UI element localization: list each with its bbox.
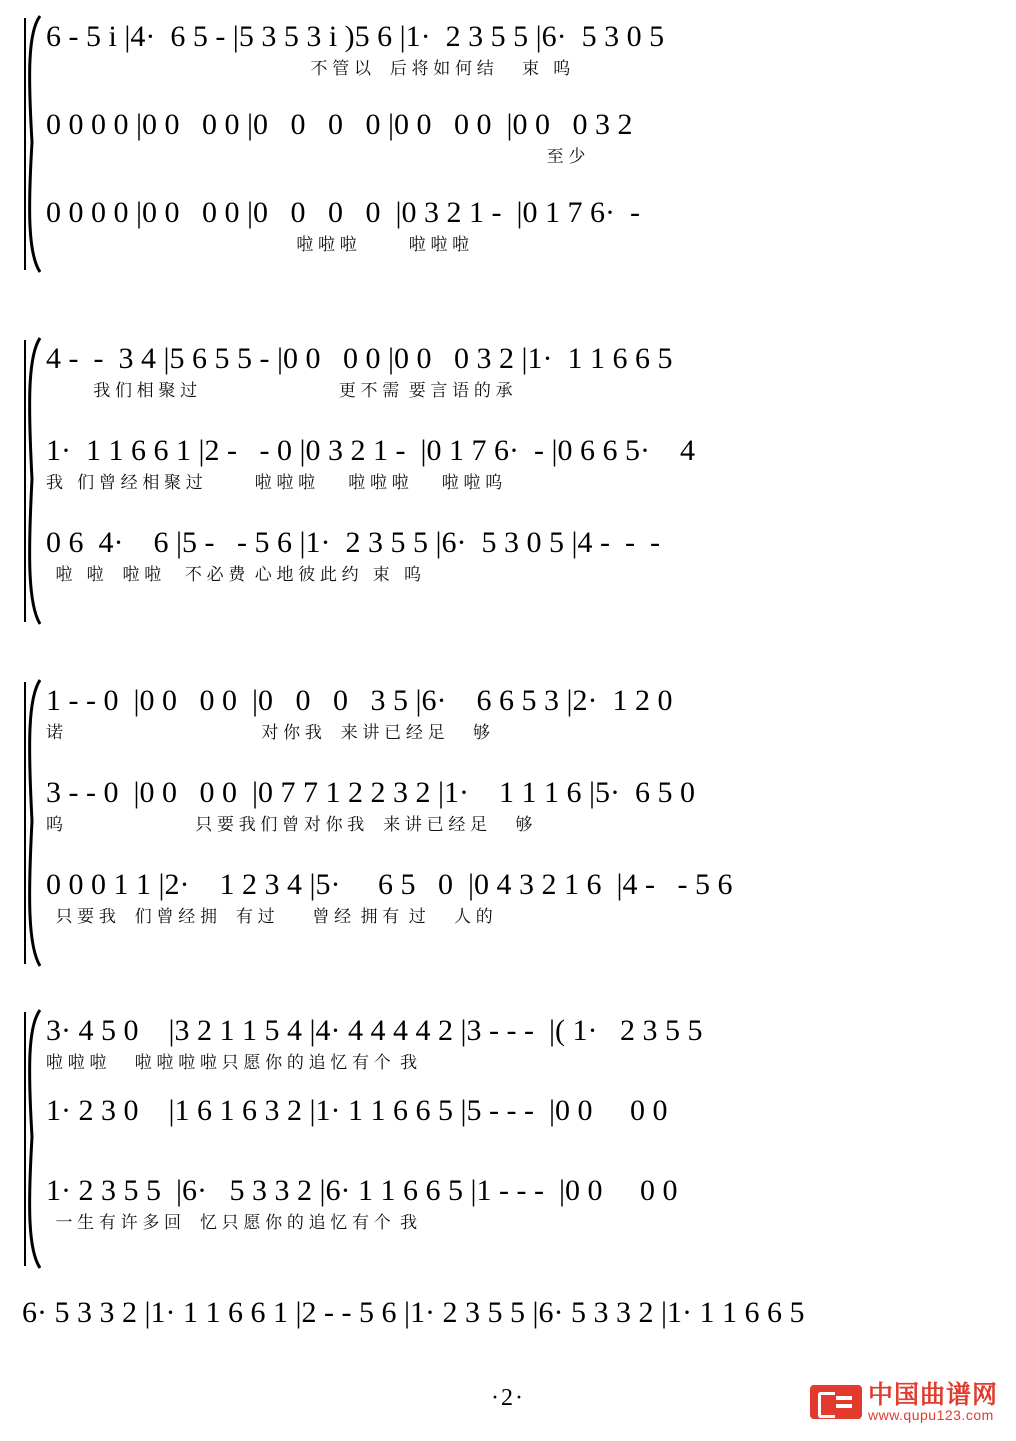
- staff-row: [46, 428, 994, 502]
- notation-line: 6· 5 3 3 2 |1· 1 1 6 6 1 |2 - - 5 6 |1· 2 3 5 5 |6· 5 3 3 2 |1· 1 1 6 6 5: [22, 1296, 805, 1329]
- lyrics-line: 啦 啦 啦 啦 啦 啦 啦 只 愿 你 的 追 忆 有 个 我: [46, 1053, 418, 1072]
- staff-row: [46, 862, 994, 936]
- site-name: 中国曲谱网: [867, 1381, 998, 1409]
- staff-row: [46, 678, 994, 752]
- staff-row: [46, 14, 994, 88]
- staff-row: [46, 1168, 994, 1242]
- notation-line: 1 - - 0 |0 0 0 0 |0 0 0 3 5 |6· 6 6 5 3 |2· 1 2 0: [46, 684, 673, 717]
- system-4: [22, 1008, 994, 1242]
- staff-row: [46, 520, 994, 594]
- staff-row: [46, 190, 994, 264]
- site-watermark: [810, 1382, 998, 1423]
- notation-line: 1· 2 3 5 5 |6· 5 3 3 2 |6· 1 1 6 6 5 |1 - - - |0 0 0 0: [46, 1174, 678, 1207]
- staff-row: [46, 1008, 994, 1082]
- system-brace: [22, 1008, 44, 1270]
- system-brace: [22, 678, 44, 968]
- notation-line: 3 - - 0 |0 0 0 0 |0 7 7 1 2 2 3 2 |1· 1 1 1 6 |5· 6 5 0: [46, 776, 695, 809]
- notation-line: 0 6 4· 6 |5 - - 5 6 |1· 2 3 5 5 |6· 5 3 0 5 |4 - - -: [46, 526, 660, 559]
- lyrics-line: 至 少: [46, 147, 586, 166]
- notation-line: 0 0 0 0 |0 0 0 0 |0 0 0 0 |0 0 0 0 |0 0 0 3 2: [46, 108, 633, 141]
- system-brace: [22, 336, 44, 626]
- staff-row: [46, 1088, 994, 1162]
- lyrics-line: 我 们 曾 经 相 聚 过 啦 啦 啦 啦 啦 啦 啦 啦 呜: [46, 473, 503, 492]
- notation-line: 0 0 0 1 1 |2· 1 2 3 4 |5· 6 5 0 |0 4 3 2 1 6 |4 - - 5 6: [46, 868, 733, 901]
- system-2: [22, 336, 994, 594]
- system-1: [22, 14, 994, 264]
- staff-row: [46, 102, 994, 176]
- lyrics-line: [22, 1330, 994, 1360]
- notation-line: 6 - 5 i |4· 6 5 - |5 3 5 3 i )5 6 |1· 2 3 5 5 |6· 5 3 0 5: [46, 20, 665, 53]
- lyrics-line: 我 们 相 聚 过 更 不 需 要 言 语 的 承: [46, 381, 513, 400]
- system-brace: [22, 14, 44, 274]
- staff-row: [22, 1290, 994, 1364]
- lyrics-line: [46, 1128, 994, 1158]
- final-line: [22, 1290, 994, 1364]
- musical-note-badge-icon: [810, 1385, 862, 1419]
- site-url: www.qupu123.com: [867, 1407, 994, 1424]
- staff-row: [46, 770, 994, 844]
- lyrics-line: 不 管 以 后 将 如 何 结 束 呜: [46, 59, 571, 78]
- notation-line: 4 - - 3 4 |5 6 5 5 - |0 0 0 0 |0 0 0 3 2 |1· 1 1 6 6 5: [46, 342, 673, 375]
- lyrics-line: 呜 只 要 我 们 曾 对 你 我 来 讲 已 经 足 够: [46, 815, 533, 834]
- system-3: [22, 678, 994, 936]
- lyrics-line: 啦 啦 啦 啦 不 必 费 心 地 彼 此 约 束 呜: [46, 565, 421, 584]
- notation-line: 1· 2 3 0 |1 6 1 6 3 2 |1· 1 1 6 6 5 |5 - - - |0 0 0 0: [46, 1094, 668, 1127]
- notation-line: 0 0 0 0 |0 0 0 0 |0 0 0 0 |0 3 2 1 - |0 1 7 6· -: [46, 196, 640, 229]
- staff-row: [46, 336, 994, 410]
- notation-line: 1· 1 1 6 6 1 |2 - - 0 |0 3 2 1 - |0 1 7 6· - |0 6 6 5· 4: [46, 434, 695, 467]
- lyrics-line: 只 要 我 们 曾 经 拥 有 过 曾 经 拥 有 过 人 的: [46, 907, 493, 926]
- notation-line: 3· 4 5 0 |3 2 1 1 5 4 |4· 4 4 4 4 2 |3 - - - |( 1· 2 3 5 5: [46, 1014, 703, 1047]
- page-number: ·2·: [491, 1385, 525, 1411]
- lyrics-line: 一 生 有 许 多 回 忆 只 愿 你 的 追 忆 有 个 我: [46, 1213, 418, 1232]
- lyrics-line: 诺 对 你 我 来 讲 已 经 足 够: [46, 723, 490, 742]
- lyrics-line: 啦 啦 啦 啦 啦 啦: [46, 235, 470, 254]
